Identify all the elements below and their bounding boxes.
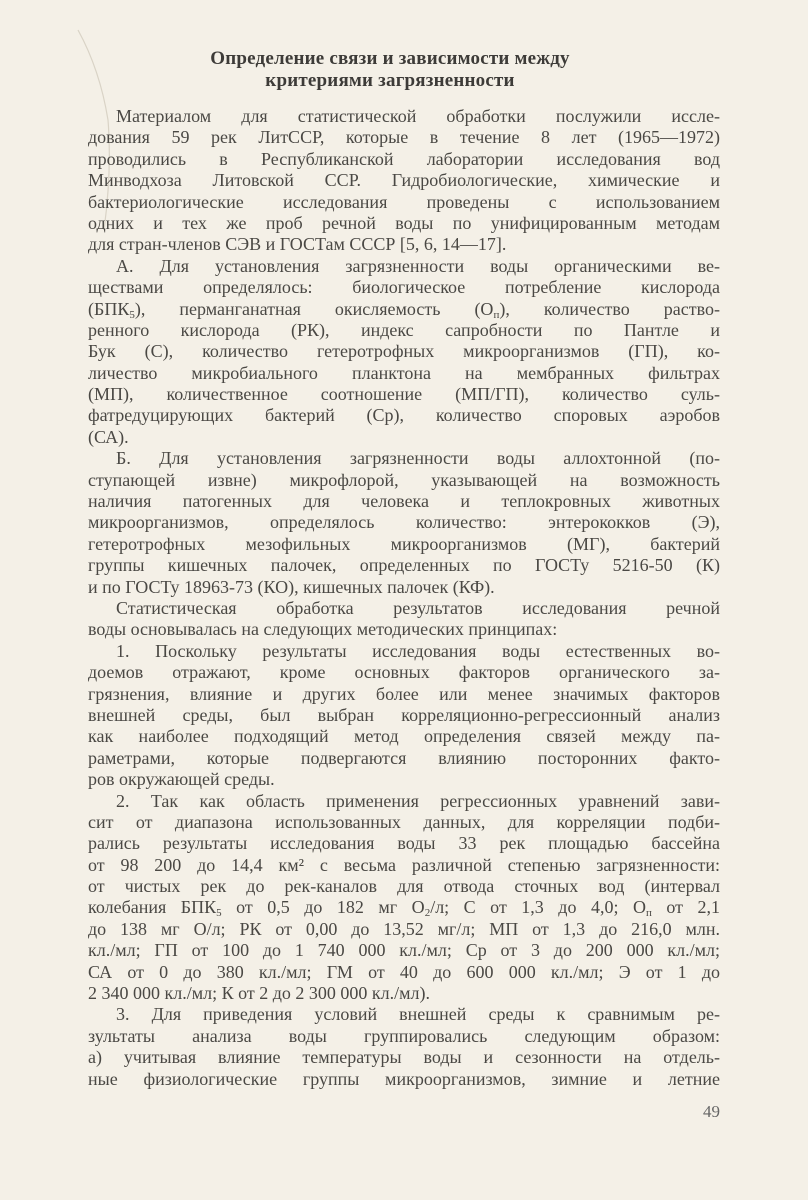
text-line xyxy=(88,299,720,320)
text-line: внешней среды, был выбран корреляционно-регрессионный анализ xyxy=(88,704,720,725)
text-segment: от 0,5 до 182 мг О xyxy=(221,897,425,918)
text-line: 2 340 000 кл./мл; К от 2 до 2 300 000 кл./мл). xyxy=(88,983,430,1004)
text-line: ступающей извне) микрофлорой, указывающей на возможность xyxy=(88,469,720,490)
section-title-line-2: критериями загрязненности xyxy=(265,70,515,91)
paragraph xyxy=(88,256,720,449)
text-line: группы кишечных палочек, определенных по ГОСТу 5216-50 (К) xyxy=(88,555,720,576)
text-line: проводились в Республиканской лаборатории исследования вод xyxy=(88,148,720,169)
paragraph xyxy=(88,791,720,1005)
text-line: ренного кислорода (РК), индекс сапробности по Пантле и xyxy=(88,319,720,340)
text-line: для стран-членов СЭВ и ГОСТам СССР [5, 6, 14—17]. xyxy=(88,234,507,255)
text-line: до 138 мг О/л; РК от 0,00 до 13,52 мг/л; МП от 1,3 до 216,0 млн. xyxy=(88,918,720,939)
text-line: личество микробиального планктона на мембранных фильтрах xyxy=(88,362,720,383)
document-body xyxy=(88,106,720,1090)
text-line: 3. Для приведения условий внешней среды к сравнимым ре- xyxy=(116,1004,720,1025)
text-line: а) учитывая влияние температуры воды и сезонности на отдель- xyxy=(88,1047,720,1068)
text-line: одних и тех же проб речной воды по унифицированным методам xyxy=(88,212,720,233)
text-segment: ), количество раство- xyxy=(499,298,720,319)
paragraph xyxy=(88,641,720,791)
text-line: 2. Так как область применения регрессионных уравнений зави- xyxy=(116,790,720,811)
text-line: А. Для установления загрязненности воды органическими ве- xyxy=(116,255,720,276)
section-title-line-1: Определение связи и зависимости между xyxy=(210,48,570,69)
paragraph xyxy=(88,1004,720,1090)
paragraph xyxy=(88,598,720,641)
text-line: гетеротрофных мезофильных микроорганизмов (МГ), бактерий xyxy=(88,533,720,554)
text-line: бактериологические исследования проведены с использованием xyxy=(88,191,720,212)
text-line: Статистическая обработка результатов исследования речной xyxy=(116,597,720,618)
text-line: от 98 200 до 14,4 км² с весьма различной степенью загрязненности: xyxy=(88,854,720,875)
text-line: наличия патогенных для человека и теплокровных животных xyxy=(88,491,720,512)
text-line: (МП), количественное соотношение (МП/ГП), количество суль- xyxy=(88,384,720,405)
text-segment: (БПК xyxy=(88,298,130,319)
text-line: доемов отражают, кроме основных факторов органического за- xyxy=(88,662,720,683)
subscript: п xyxy=(645,907,652,920)
text-line: кл./мл; ГП от 100 до 1 740 000 кл./мл; Ср от 3 до 200 000 кл./мл; xyxy=(88,940,720,961)
text-segment: /л; С от 1,3 до 4,0; О xyxy=(430,897,646,918)
paragraph xyxy=(88,106,720,256)
paragraph xyxy=(88,448,720,598)
subscript: 2 xyxy=(424,907,431,920)
text-line: дования 59 рек ЛитССР, которые в течение 8 лет (1965—1972) xyxy=(88,127,720,148)
text-line: Бук (С), количество гетеротрофных микроорганизмов (ГП), ко- xyxy=(88,341,720,362)
text-line: зультаты анализа воды группировались следующим образом: xyxy=(88,1025,720,1046)
subscript: 5 xyxy=(216,907,222,920)
text-line: от чистых рек до рек-каналов для отвода сточных вод (интервал xyxy=(88,876,720,897)
text-line: 1. Поскольку результаты исследования воды естественных во- xyxy=(116,640,720,661)
subscript: п xyxy=(493,308,500,321)
text-line: грязнения, влияние и других более или менее значимых факторов xyxy=(88,683,720,704)
text-segment: от 2,1 xyxy=(651,897,721,918)
text-line: и по ГОСТу 18963-73 (КО), кишечных палочек (КФ). xyxy=(88,576,495,597)
text-line: раметрами, которые подвергаются влиянию посторонних факто- xyxy=(88,747,720,768)
text-line: ные физиологические группы микроорганизмов, зимние и летние xyxy=(88,1068,720,1089)
text-line: Материалом для статистической обработки послужили иссле- xyxy=(116,106,720,126)
text-line: ров окружающей среды. xyxy=(88,769,275,790)
text-segment: ), перманганатная окисляемость (О xyxy=(134,298,494,319)
text-line: Минводхоза Литовской ССР. Гидробиологические, химические и xyxy=(88,170,720,191)
subscript: 5 xyxy=(129,308,135,321)
text-line: СА от 0 до 380 кл./мл; ГМ от 40 до 600 000 кл./мл; Э от 1 до xyxy=(88,961,720,982)
text-line: микроорганизмов, определялось количество: энтерококков (Э), xyxy=(88,512,720,533)
text-line: сит от диапазона использованных данных, для корреляции подби- xyxy=(88,811,720,832)
text-line xyxy=(88,897,720,918)
text-line: рались результаты исследования воды 33 рек площадью бассейна xyxy=(88,833,720,854)
text-line: воды основывалась на следующих методических принципах: xyxy=(88,619,558,640)
text-line: (СА). xyxy=(88,426,129,447)
text-line: как наиболее подходящий метод определения связей между па- xyxy=(88,726,720,747)
page-number: 49 xyxy=(703,1102,720,1121)
text-line: ществами определялось: биологическое потребление кислорода xyxy=(88,277,720,298)
text-line: Б. Для установления загрязненности воды аллохтонной (по- xyxy=(116,448,720,469)
text-line: фатредуцирующих бактерий (Ср), количество споровых аэробов xyxy=(88,405,720,426)
text-segment: колебания БПК xyxy=(88,897,217,918)
